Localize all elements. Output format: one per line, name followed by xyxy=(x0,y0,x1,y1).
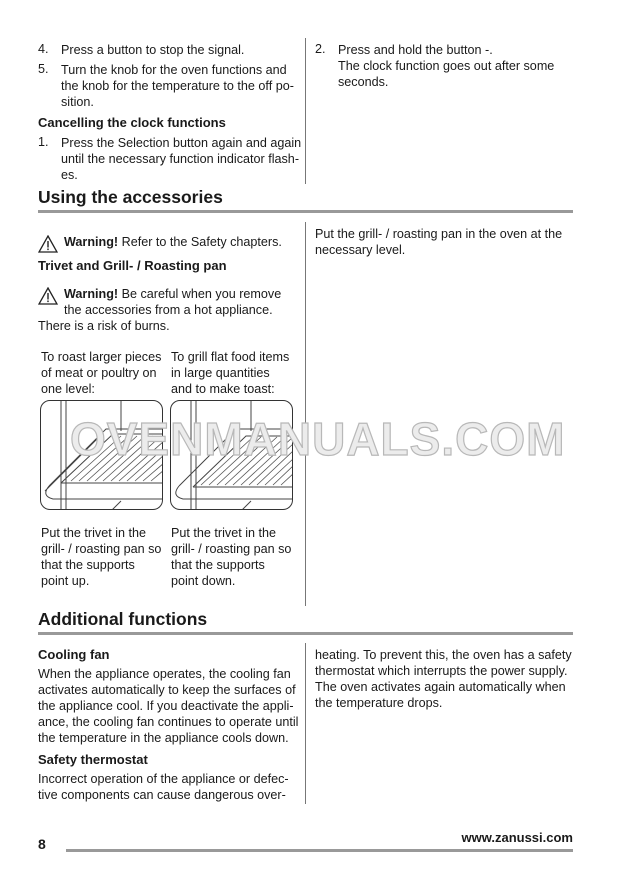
section-heading: Additional functions xyxy=(38,609,208,629)
list-item: 5. Turn the knob for the oven functions and the knob for the temperature to the off po- sition. xyxy=(38,62,294,109)
additional-left-column: Cooling fan When the appliance operates, the cooling fan activates automatically to keep the surfaces of the appliance cool. If you deactivate the appli- ance, the cooling fan continues to operate until the temperature in the appliance cools down. Safety thermostat Incorrect operation of the appliance or defec- tive components can cause dangerous over- xyxy=(38,647,299,802)
warning-note: Warning! Be careful when you remove the accessories from a hot appliance. xyxy=(38,286,281,318)
warning-note: Warning! Refer to the Safety chapters. xyxy=(38,234,282,250)
heading-rule xyxy=(38,632,573,635)
subheading: Trivet and Grill- / Roasting pan xyxy=(38,258,227,273)
page-number: 8 xyxy=(38,836,46,852)
subheading: Cooling fan xyxy=(38,647,110,662)
additional-right-column: heating. To prevent this, the oven has a safety thermostat which interrupts the power supply. The oven activates again automatically when the temperature drops. xyxy=(315,648,572,710)
top-left-column xyxy=(38,42,300,183)
warning-triangle-icon xyxy=(38,235,58,253)
list-item: 1. Press the Selection button again and again until the necessary function indicator flash- es. xyxy=(38,135,302,182)
column-divider xyxy=(305,38,306,184)
subheading: Safety thermostat xyxy=(38,752,148,767)
footer-rule xyxy=(66,849,573,852)
caption: To grill flat food items in large quantities and to make toast: xyxy=(171,350,290,396)
top-right-column xyxy=(315,42,554,90)
section-heading: Using the accessories xyxy=(38,187,223,207)
website-link[interactable]: www.zanussi.com xyxy=(461,830,573,845)
subheading: Cancelling the clock functions xyxy=(38,115,226,130)
list-item: 4. Press a button to stop the signal. xyxy=(38,42,245,57)
accessories-right-text: Put the grill- / roasting pan in the oven at the necessary level. xyxy=(315,227,563,257)
warning-triangle-icon xyxy=(38,287,58,305)
heading-rule xyxy=(38,210,573,213)
caption: To roast larger pieces of meat or poultry on one level: xyxy=(41,350,162,396)
watermark: OVENMANUALS.COM xyxy=(70,413,566,465)
column-divider xyxy=(305,643,306,804)
list-item: 2. Press and hold the button -. The clock function goes out after some seconds. xyxy=(315,42,555,89)
caption: Put the trivet in the grill- / roasting pan so that the supports point up. xyxy=(41,526,162,588)
caption: Put the trivet in the grill- / roasting pan so that the supports point down. xyxy=(171,526,292,588)
